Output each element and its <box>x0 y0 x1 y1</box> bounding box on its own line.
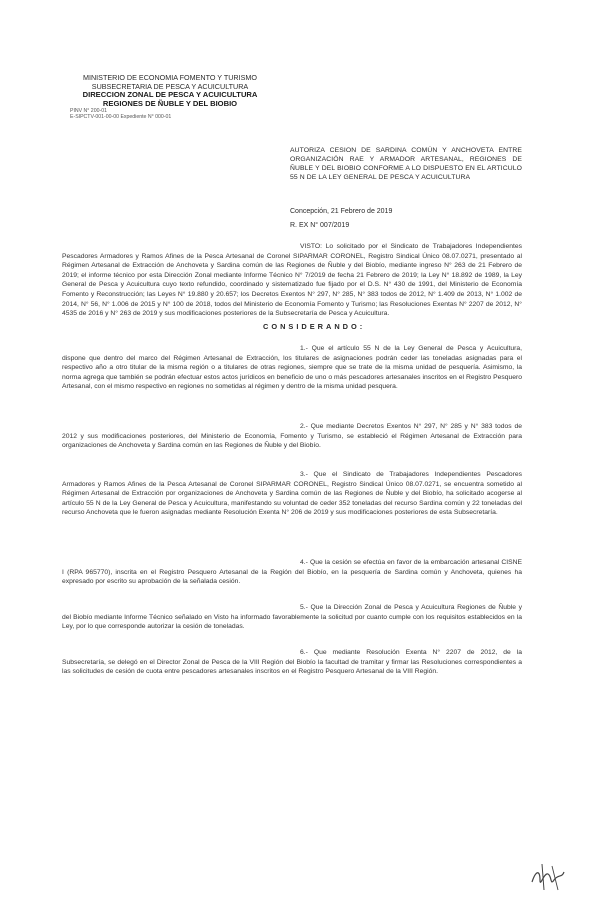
considerando-paragraph-5: 5.- Que la Dirección Zonal de Pesca y Acuicultura Regiones de Ñuble y del Biobío mediante Informe Técnico señalado en Visto ha informado favorablemente la solicitud por cuanto cumple con los requisitos establecidos en la Ley, por lo que corresponde autorizar la cesión de toneladas. <box>62 604 522 631</box>
reference-line-1: PINV N° 200-01 <box>70 108 107 115</box>
considerando-heading: CONSIDERANDO: <box>263 322 366 331</box>
visto-paragraph <box>62 242 522 319</box>
resolution-number: R. EX N° 007/2019 <box>290 222 350 229</box>
subsecretaria-line: SUBSECRETARIA DE PESCA Y ACUICULTURA <box>91 81 249 91</box>
considerando-paragraph-3: 3.- Que el Sindicato de Trabajadores Independientes Pescadores Armadores y Ramos Afines de la Pesca Artesanal de Coronel SIPARMAR CORONEL, Registro Sindical Único 08.07.0271, se encuentra sometido al Régimen Artesanal de Extracción por organizaciones de Anchoveta y Sardina común de las Regiones de Ñuble y del Biobío, ha solicitado acogerse al artículo 55 N de la Ley General de Pesca y Acuicultura, manifestando su voluntad de ceder 352 toneladas del recurso Sardina común y 22 toneladas del recurso Anchoveta que le fueron asignadas mediante Resolución Exenta N° 206 de 2019 y sus modificaciones posteriores de esta Subsecretaría. <box>62 471 522 517</box>
direccion-zonal-line: DIRECCION ZONAL DE PESCA Y ACUICULTURA <box>82 90 258 100</box>
considerando-paragraph-6: 6.- Que mediante Resolución Exenta N° 2207 de 2012, de la Subsecretaría, se delegó en el Director Zonal de Pesca de la VIII Región del Biobío la facultad de tramitar y firmar las Resoluciones correspondientes a las solicitudes de cesión de cuota entre pescadores artesanales inscritos en el Registro Pesquero Artesanal de la VIII Región. <box>62 649 522 676</box>
issuer-header <box>70 74 270 120</box>
visto-text: Lo solicitado por el Sindicato de Trabajadores Independientes Pescadores Armadores y Ramos Afines de la Pesca Artesanal de Coronel SIPARMAR CORONEL, Registro Sindical Único 08.07.0271, presentado al Régimen Artesanal de Extracción de Anchoveta y Sardina común de las Regiones de Ñuble y del Biobío, mediante ingreso N° 263 de 21 Febrero de 2019; el informe técnico por esta Dirección Zonal mediante Informe Técnico N° 7/2019 de fecha 21 Febrero de 2019; la Ley N° 18.892 de 1989, la Ley General de Pesca y Acuicultura cuyo texto refundido, coordinado y sistematizado fue fijado por el D.S. N° 430 de 1991, del Ministerio de Economía Fomento y Reconstrucción; las Leyes N° 19.880 y 20.657; los Decretos Exentos N° 297, N° 285, N° 383 todos de 2012, N° 1.409 de 2013, N° 1.002 de 2014, N° 56, N° 1.006 de 2015 y N° 100 de 2018, todos del Ministerio de Economía Fomento y Turismo; las Resoluciones Exentas N° 2207 de 2012, N° 4535 de 2016 y N° 263 de 2019 y sus modificaciones posteriores de la Subsecretaría de Pesca y Acuicultura. <box>62 243 522 318</box>
regiones-line: REGIONES DE ÑUBLE Y DEL BIOBIO <box>102 98 238 108</box>
ministry-line: MINISTERIO DE ECONOMIA FOMENTO Y TURISMO <box>83 73 257 82</box>
resolution-title: AUTORIZA CESION DE SARDINA COMÚN Y ANCHOVETA ENTRE ORGANIZACIÓN RAE Y ARMADOR ARTESANAL, REGIONES DE ÑUBLE Y DEL BIOBIO CONFORME A LO DISPUESTO EN EL ARTICULO 55 N DE LA LEY GENERAL DE PESCA Y ACUICULTURA <box>290 147 522 181</box>
considerando-paragraph-2: 2.- Que mediante Decretos Exentos N° 297, N° 285 y N° 383 todos de 2012 y sus modificaciones posteriores, del Ministerio de Economía, Fomento y Turismo, se estableció el Régimen Artesanal de Extracción para organizaciones de Anchoveta y Sardina común en las Regiones de Ñuble y del Biobío. <box>62 423 522 450</box>
visto-label: VISTO: <box>300 243 323 250</box>
signature-initials <box>528 860 568 894</box>
considerando-paragraph-1: 1.- Que el artículo 55 N de la Ley General de Pesca y Acuicultura, dispone que dentro del marco del Régimen Artesanal de Extracción, los titulares de asignaciones podrán ceder las toneladas asignadas para el respectivo año a otro titular de la misma región o a titulares de otras regiones, siempre que se trate de la misma unidad de pesquería. Asimismo, la norma agrega que también se podrán efectuar estos actos jurídicos en beneficio de uno o más pescadores artesanales inscritos en el Registro Pesquero Artesanal, con el mismo respectivo en regiones no sometidas al régimen y dentro de la misma unidad pesquera. <box>62 345 522 391</box>
resolution-date: Concepción, 21 Febrero de 2019 <box>290 208 393 215</box>
considerando-paragraph-4: 4.- Que la cesión se efectúa en favor de la embarcación artesanal CISNE I (RPA 965770), inscrita en el Registro Pesquero Artesanal de la Región del Biobío, en la pesquería de Sardina común y Anchoveta, quienes ha expresado por escrito su aprobación de la señalada cesión. <box>62 559 522 586</box>
reference-line-2: E-SIPCTV-001-00-00 Expediente N° 000-01 <box>70 114 172 121</box>
